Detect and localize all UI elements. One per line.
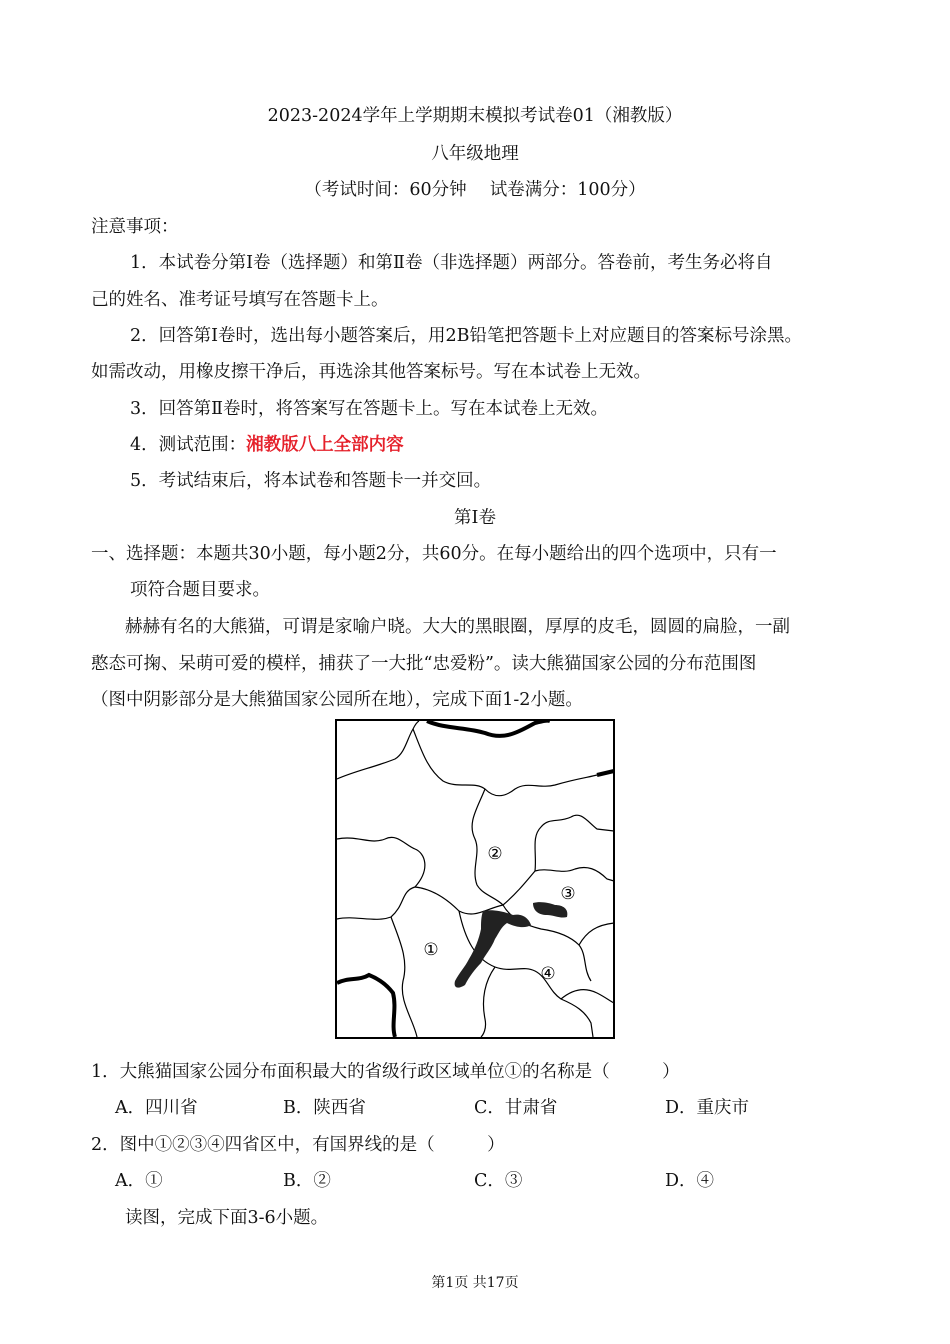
subject-title: 八年级地理 bbox=[431, 144, 519, 164]
page-footer: 第1页 共17页 bbox=[431, 1275, 519, 1291]
section-heading-line-2: 项符合题目要求。 bbox=[130, 580, 270, 600]
map-label-3: ③ bbox=[560, 884, 576, 904]
question-1-option-b[interactable]: B．陕西省 bbox=[283, 1098, 366, 1118]
question-1-option-d[interactable]: D．重庆市 bbox=[665, 1098, 750, 1118]
note-1-line-1: 1．本试卷分第Ⅰ卷（选择题）和第Ⅱ卷（非选择题）两部分。答卷前，考生务必将自 bbox=[130, 253, 773, 273]
section-heading-line-1: 一、选择题：本题共30小题，每小题2分，共60分。在每小题给出的四个选项中，只有一 bbox=[91, 544, 777, 564]
map-label-4: ④ bbox=[540, 964, 556, 984]
part-title: 第Ⅰ卷 bbox=[454, 508, 496, 528]
note-2-line-1: 2．回答第Ⅰ卷时，选出每小题答案后，用2B铅笔把答题卡上对应题目的答案标号涂黑。 bbox=[130, 326, 803, 346]
next-instruction: 读图，完成下面3-6小题。 bbox=[125, 1208, 329, 1228]
question-2-option-c[interactable]: C．③ bbox=[474, 1171, 523, 1191]
note-1-line-2: 己的姓名、准考证号填写在答题卡上。 bbox=[91, 290, 389, 310]
note-5: 5．考试结束后，将本试卷和答题卡一并交回。 bbox=[130, 471, 492, 491]
question-2-option-b[interactable]: B．② bbox=[283, 1171, 331, 1191]
panda-park-map bbox=[335, 719, 615, 1039]
map-label-1: ① bbox=[423, 940, 439, 960]
note-4-prefix: 4．测试范围： bbox=[130, 435, 247, 455]
question-1-option-a[interactable]: A．四川省 bbox=[115, 1098, 198, 1118]
note-2-line-2: 如需改动，用橡皮擦干净后，再选涂其他答案标号。写在本试卷上无效。 bbox=[91, 362, 651, 382]
passage-line-1: 赫赫有名的大熊猫，可谓是家喻户晓。大大的黑眼圈，厚厚的皮毛，圆圆的扁脸，一副 bbox=[125, 617, 790, 637]
question-2-option-a[interactable]: A．① bbox=[115, 1171, 163, 1191]
question-2-option-d[interactable]: D．④ bbox=[665, 1171, 715, 1191]
passage-line-3: （图中阴影部分是大熊猫国家公园所在地），完成下面1-2小题。 bbox=[91, 690, 583, 710]
test-scope: 湘教版八上全部内容 bbox=[246, 435, 404, 455]
question-2-stem: 2．图中①②③④四省区中，有国界线的是（ ） bbox=[91, 1135, 505, 1155]
notes-heading: 注意事项： bbox=[91, 217, 179, 237]
exam-title: 2023-2024学年上学期期末模拟考试卷01（湘教版） bbox=[267, 106, 683, 126]
passage-line-2: 憨态可掬、呆萌可爱的模样，捕获了一大批“忠爱粉”。读大熊猫国家公园的分布范围图 bbox=[91, 654, 757, 674]
note-4 bbox=[130, 431, 404, 456]
question-1-option-c[interactable]: C．甘肃省 bbox=[474, 1098, 558, 1118]
exam-info: （考试时间：60分钟 试卷满分：100分） bbox=[304, 180, 646, 200]
note-3: 3．回答第Ⅱ卷时，将答案写在答题卡上。写在本试卷上无效。 bbox=[130, 399, 609, 419]
question-1-stem: 1．大熊猫国家公园分布面积最大的省级行政区域单位①的名称是（ ） bbox=[91, 1062, 680, 1082]
map-label-2: ② bbox=[487, 844, 503, 864]
